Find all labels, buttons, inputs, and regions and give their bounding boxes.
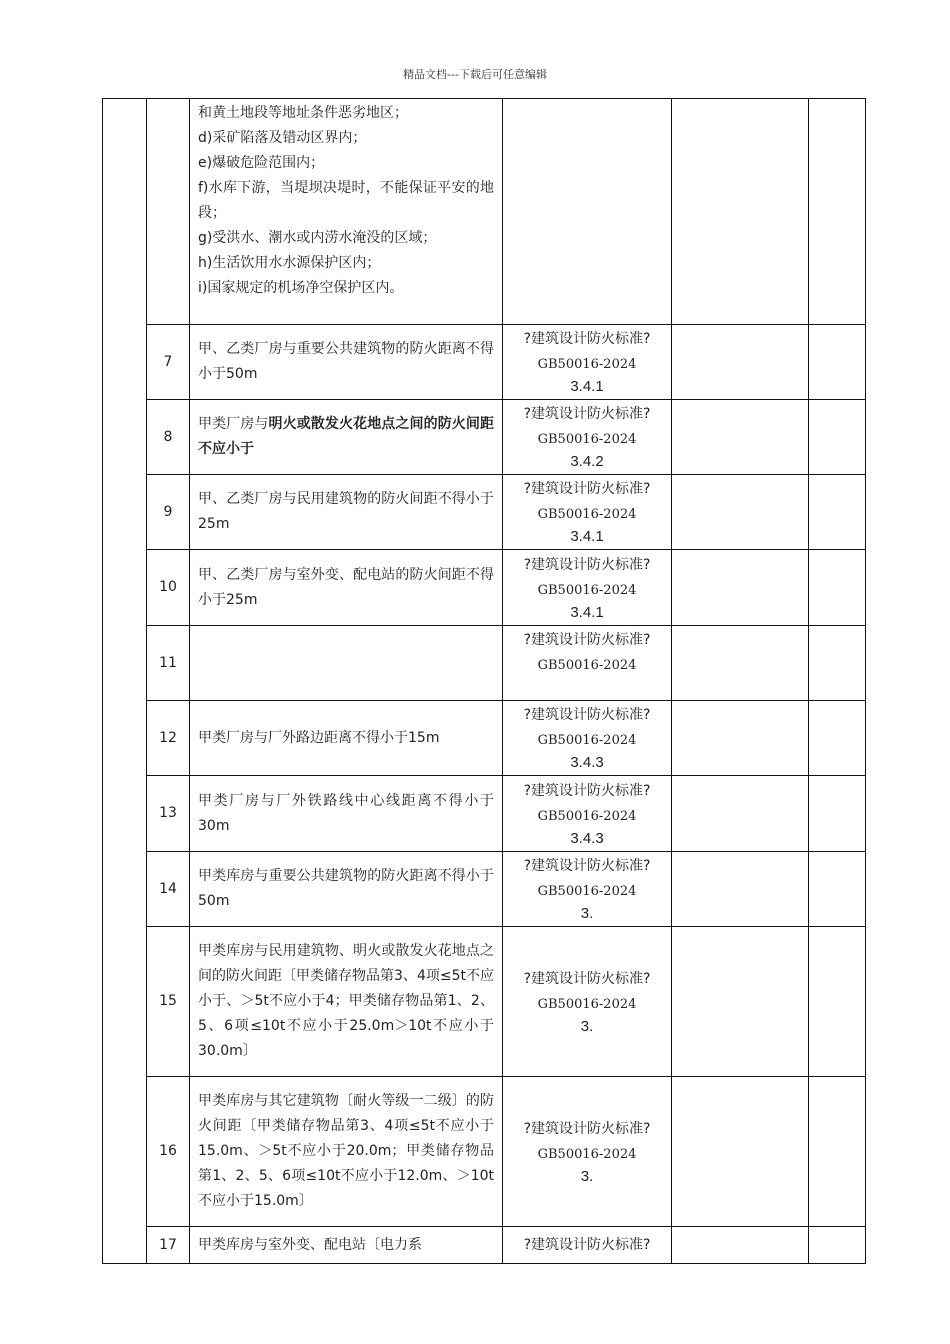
standard-title: ?建筑设计防火标准?	[523, 858, 651, 874]
standard-clause: 3.4.1	[570, 603, 604, 621]
result-cell	[672, 550, 809, 626]
table-row	[103, 475, 866, 550]
page-header: 精品文档---下载后可任意编辑	[403, 68, 547, 81]
standard-code: GB50016-2024	[537, 733, 637, 748]
standard-code: GB50016-2024	[537, 884, 637, 899]
remark-cell	[809, 626, 866, 701]
requirement-text: 甲类厂房与厂外路边距离不得小于15m	[190, 701, 503, 776]
standard-clause: 3.4.2	[570, 453, 604, 470]
standard-code: GB50016-2024	[537, 357, 637, 372]
requirement-text-bold: 明火或散发火花地点之间的防火间距不应小于	[198, 416, 494, 457]
standard-title: ?建筑设计防火标准?	[523, 632, 651, 648]
result-cell	[672, 626, 809, 701]
standard-cell	[503, 927, 672, 1077]
result-cell	[672, 852, 809, 927]
inspection-table	[102, 98, 866, 1264]
standard-cell	[503, 400, 672, 475]
standard-cell	[503, 1227, 672, 1264]
result-cell	[672, 1227, 809, 1264]
standard-clause: 3.4.3	[570, 754, 604, 771]
remark-cell	[809, 927, 866, 1077]
standard-code: GB50016-2024	[537, 996, 637, 1012]
remark-cell	[809, 1077, 866, 1227]
table-row	[103, 550, 866, 626]
standard-title: ?建筑设计防火标准?	[523, 1120, 651, 1137]
standard-title: ?建筑设计防火标准?	[523, 782, 651, 799]
row-number: 11	[147, 626, 190, 701]
table-row	[103, 1227, 866, 1264]
result-cell	[672, 927, 809, 1077]
standard-cell	[503, 475, 672, 550]
requirement-line: g)受洪水、潮水或内涝水淹没的区域；	[198, 230, 437, 246]
row-number: 9	[147, 475, 190, 550]
standard-cell	[503, 1077, 672, 1227]
result-cell	[672, 776, 809, 852]
standard-cell	[503, 626, 672, 701]
remark-cell	[809, 852, 866, 927]
table-row	[103, 626, 866, 701]
remark-cell	[809, 1227, 866, 1264]
table-row	[103, 852, 866, 927]
requirement-line: h)生活饮用水水源保护区内；	[198, 255, 381, 271]
standard-cell	[503, 776, 672, 852]
row-number: 13	[147, 776, 190, 852]
requirement-text: 甲类库房与重要公共建筑物的防火距离不得小于50m	[190, 852, 503, 927]
table-row	[103, 400, 866, 475]
requirement-text-plain: 甲类厂房与	[198, 416, 269, 432]
standard-code: GB50016-2024	[537, 658, 637, 673]
row-number: 17	[147, 1227, 190, 1264]
standard-clause: 3.4.1	[570, 528, 604, 545]
standard-code: GB50016-2024	[537, 507, 637, 522]
requirement-line: 和黄土地段等地址条件恶劣地区；	[198, 105, 408, 121]
standard-title: ?建筑设计防火标准?	[523, 406, 651, 422]
requirement-line: e)爆破危险范围内；	[198, 155, 325, 171]
standard-title: ?建筑设计防火标准?	[523, 556, 651, 573]
row-number: 14	[147, 852, 190, 927]
requirement-text	[190, 626, 503, 701]
standard-cell	[503, 550, 672, 626]
remark-cell	[809, 99, 866, 325]
requirement-text: 甲类厂房与厂外铁路线中心线距离不得小于30m	[190, 776, 503, 852]
requirement-text: 甲类库房与室外变、配电站〔电力系	[190, 1227, 503, 1264]
result-cell	[672, 400, 809, 475]
standard-title: ?建筑设计防火标准?	[523, 331, 651, 347]
requirement-text	[190, 99, 503, 325]
remark-cell	[809, 475, 866, 550]
table-row	[103, 99, 866, 325]
standard-cell	[503, 99, 672, 325]
row-number	[147, 99, 190, 325]
result-cell	[672, 701, 809, 776]
table-row	[103, 325, 866, 400]
row-number: 15	[147, 927, 190, 1077]
standard-code: GB50016-2024	[537, 1146, 637, 1162]
result-cell	[672, 475, 809, 550]
requirement-text	[190, 400, 503, 475]
standard-clause: 3.4.1	[570, 378, 604, 395]
standard-clause: 3.	[580, 1017, 594, 1035]
standard-clause: 3.	[580, 1167, 594, 1185]
result-cell	[672, 325, 809, 400]
table-row	[103, 701, 866, 776]
requirement-line: i)国家规定的机场净空保护区内。	[198, 280, 404, 296]
requirement-line: f)水库下游，当堤坝决堤时，不能保证平安的地段；	[198, 180, 494, 221]
remark-cell	[809, 400, 866, 475]
category-cell	[103, 99, 147, 1264]
standard-code: GB50016-2024	[537, 808, 637, 824]
row-number: 12	[147, 701, 190, 776]
requirement-text: 甲、乙类厂房与民用建筑物的防火间距不得小于25m	[190, 475, 503, 550]
table-row	[103, 776, 866, 852]
remark-cell	[809, 325, 866, 400]
table-row	[103, 1077, 866, 1227]
standard-cell	[503, 701, 672, 776]
standard-cell	[503, 325, 672, 400]
remark-cell	[809, 550, 866, 626]
standard-clause: 3.4.3	[570, 829, 604, 847]
table-row	[103, 927, 866, 1077]
row-number: 10	[147, 550, 190, 626]
row-number: 16	[147, 1077, 190, 1227]
requirement-text: 甲类库房与其它建筑物〔耐火等级一二级〕的防火间距〔甲类储存物品第3、4项≤5t不应小于15.0m、＞5t不应小于20.0m；甲类储存物品第1、2、5、6项≤10t不应小于12.0m、＞10t不应小于15.0m〕	[190, 1077, 503, 1227]
requirement-text: 甲类库房与民用建筑物、明火或散发火花地点之间的防火间距〔甲类储存物品第3、4项≤5t不应小于、＞5t不应小于4；甲类储存物品第1、2、5、6项≤10t不应小于25.0m＞10t不应小于30.0m〕	[190, 927, 503, 1077]
standard-code: GB50016-2024	[537, 432, 637, 447]
standard-title: ?建筑设计防火标准?	[523, 481, 651, 497]
requirement-text: 甲、乙类厂房与室外变、配电站的防火间距不得小于25m	[190, 550, 503, 626]
result-cell	[672, 1077, 809, 1227]
standard-title: ?建筑设计防火标准?	[523, 1236, 651, 1253]
standard-clause: 3.	[580, 905, 594, 922]
standard-title: ?建筑设计防火标准?	[523, 970, 651, 987]
remark-cell	[809, 701, 866, 776]
remark-cell	[809, 776, 866, 852]
requirement-text: 甲、乙类厂房与重要公共建筑物的防火距离不得小于50m	[190, 325, 503, 400]
requirement-line: d)采矿陷落及错动区界内；	[198, 130, 367, 146]
result-cell	[672, 99, 809, 325]
row-number: 8	[147, 400, 190, 475]
standard-code: GB50016-2024	[537, 582, 637, 598]
row-number: 7	[147, 325, 190, 400]
standard-cell	[503, 852, 672, 927]
standard-title: ?建筑设计防火标准?	[523, 707, 651, 723]
